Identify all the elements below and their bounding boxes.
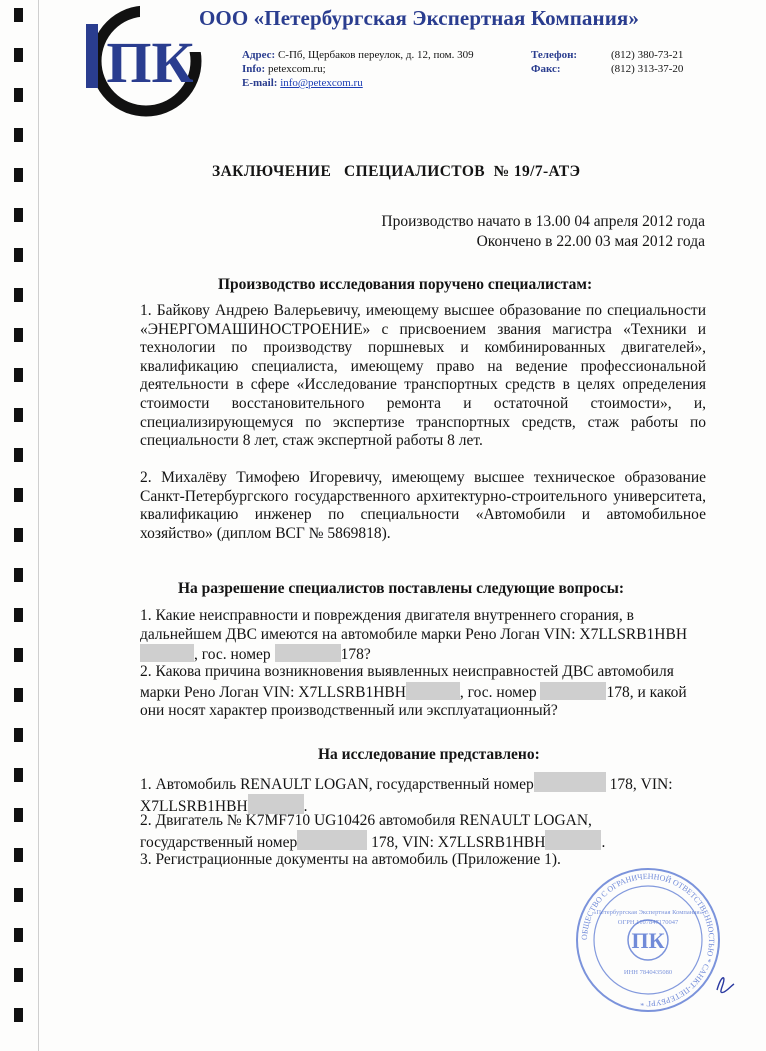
email-line	[242, 77, 363, 89]
company-name: ООО «Петербургская Экспертная Компания»	[199, 6, 639, 30]
binding-hole	[14, 888, 23, 902]
logo-letters: ПК	[106, 30, 194, 95]
redaction-bar	[297, 830, 367, 850]
material-item: 2. Двигатель № K7MF710 UG10426 автомобиля RENAULT LOGAN, государственный номер 178, VIN: X7LLSRB1HBH .	[140, 812, 606, 851]
redaction-bar	[275, 644, 341, 662]
specialist-item: 2. Михалёву Тимофею Игоревичу, имеющему высшее техническое образование Санкт-Петербургского государственного архитектурно-строительного университета, квалификацию инженер по специальности «Автомобили и автомобильное хозяйство» (диплом ВСГ № 5869818).	[140, 469, 706, 542]
end-date-line: Окончено в 22.00 03 мая 2012 года	[476, 233, 705, 250]
stamp-center-letters: ПК	[631, 928, 665, 953]
signature	[712, 972, 738, 996]
binding-hole	[14, 728, 23, 742]
phone-label: Телефон:	[531, 49, 578, 61]
material-item: 1. Автомобиль RENAULT LOGAN, государственный номер 178, VIN: X7LLSRB1HBH .	[140, 772, 706, 816]
fax-value: (812) 313-37-20	[611, 63, 684, 75]
binding-hole	[14, 648, 23, 662]
binding-hole	[14, 488, 23, 502]
company-logo	[80, 2, 208, 120]
binding-hole	[14, 968, 23, 982]
email-link[interactable]: info@petexcom.ru	[280, 77, 363, 89]
binding-hole	[14, 928, 23, 942]
redaction-bar	[140, 644, 194, 662]
phone-value: (812) 380-73-21	[611, 49, 684, 61]
binding-hole	[14, 208, 23, 222]
binding-hole	[14, 328, 23, 342]
binding-hole	[14, 448, 23, 462]
info-line	[242, 63, 326, 75]
logo-bar	[86, 24, 98, 88]
binding-hole	[14, 8, 23, 22]
address-line	[242, 49, 474, 61]
binding-hole	[14, 808, 23, 822]
binding-hole	[14, 408, 23, 422]
redaction-bar	[406, 682, 460, 700]
stamp-inn: ИНН 7840435080	[623, 969, 673, 976]
email-label: E-mail:	[242, 77, 278, 89]
binding-hole	[14, 248, 23, 262]
binding-hole	[14, 128, 23, 142]
binding-hole	[14, 48, 23, 62]
address-label: Адрес:	[242, 49, 276, 61]
binding-hole	[14, 368, 23, 382]
binding-hole	[14, 768, 23, 782]
material-item: 3. Регистрационные документы на автомобиль (Приложение 1).	[140, 851, 561, 868]
company-stamp	[574, 866, 722, 1014]
redaction-bar	[540, 682, 606, 700]
question-item: 2. Какова причина возникновения выявленных неисправностей ДВС автомобиля марки Рено Логан VIN: X7LLSRB1HBH , гос. номер 178, и какой они носят характер производственный или эксплуатационный?	[140, 663, 687, 720]
binding-hole	[14, 568, 23, 582]
binding-hole	[14, 848, 23, 862]
binding-hole	[14, 528, 23, 542]
binding-hole	[14, 88, 23, 102]
binding-hole	[14, 608, 23, 622]
stamp-ring-text: ОБЩЕСТВО С ОГРАНИЧЕННОЙ ОТВЕТСТВЕННОСТЬЮ * САНКТ-ПЕТЕРБУРГ *	[579, 871, 717, 1009]
question-item: 1. Какие неисправности и повреждения двигателя внутреннего сгорания, в дальнейшем ДВС имеются на автомобиле марки Рено Логан VIN: X7LLSRB1HBH, гос. номер 178?	[140, 607, 688, 664]
address-value: С-Пб, Щербаков переулок, д. 12, пом. 309	[277, 49, 474, 61]
redaction-bar	[534, 772, 606, 792]
binding-hole	[14, 168, 23, 182]
stamp-ogrn: ОГРН 1107847170047	[617, 919, 679, 926]
production-dates	[381, 212, 705, 252]
stamp-company-text: «Петербургская Экспертная Компания»	[593, 909, 703, 916]
fax-label: Факс:	[531, 63, 561, 75]
start-date-line: Производство начато в 13.00 04 апреля 2012 года	[381, 213, 705, 230]
specialists-heading: Производство исследования поручено специалистам:	[218, 276, 593, 293]
materials-heading: На исследование представлено:	[318, 746, 540, 763]
info-label: Info:	[242, 63, 266, 75]
redaction-bar	[545, 830, 601, 850]
binding-hole	[14, 1008, 23, 1022]
document-title: ЗАКЛЮЧЕНИЕ СПЕЦИАЛИСТОВ № 19/7-АТЭ	[212, 163, 581, 180]
info-value: petexcom.ru;	[267, 63, 326, 75]
binding-hole	[14, 688, 23, 702]
spiral-binding	[0, 0, 34, 1051]
specialist-item: 1. Байкову Андрею Валерьевичу, имеющему высшее образование по специальности «ЭНЕРГОМАШИНОСТРОЕНИЕ» с присвоением звания магистра «Техники и технологии по производству поршневых и комбинированных двигателей», квалификацию специалиста, имеющему право на ведение профессиональной деятельности в сфере «Исследование транспортных средств в целях определения стоимости восстановительного ремонта и остаточной стоимости», и, специализирующемуся по экспертизе транспортных средств, стаж работы по специальности 8 лет, стаж экспертной работы 8 лет.	[140, 302, 706, 450]
binding-hole	[14, 288, 23, 302]
questions-heading: На разрешение специалистов поставлены следующие вопросы:	[178, 580, 625, 597]
margin-line	[38, 0, 39, 1051]
